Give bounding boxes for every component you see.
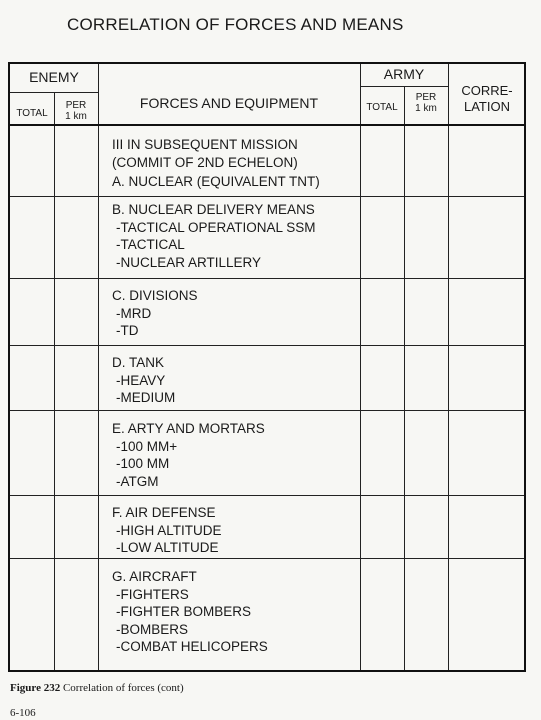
section-aircraft: G. AIRCRAFT -FIGHTERS -FIGHTER BOMBERS -BOMBERS -COMBAT HELICOPERS xyxy=(112,569,268,654)
grid-line xyxy=(54,92,55,670)
section-nuclear-delivery: B. NUCLEAR DELIVERY MEANS -TACTICAL OPERATIONAL SSM -TACTICAL -NUCLEAR ARTILLERY xyxy=(112,202,316,270)
row-divider xyxy=(10,495,524,496)
correlation-header: CORRE- LATION xyxy=(461,83,513,114)
row-divider xyxy=(10,278,524,279)
grid-line xyxy=(360,64,361,670)
figure-label: Figure 232 xyxy=(10,682,61,694)
row-divider xyxy=(10,410,524,411)
section-arty-mortars: E. ARTY AND MORTARS -100 MM+ -100 MM -ATGM xyxy=(112,421,265,489)
section-air-defense: F. AIR DEFENSE -HIGH ALTITUDE -LOW ALTITUDE xyxy=(112,505,222,555)
forces-equipment-header: FORCES AND EQUIPMENT xyxy=(139,95,319,111)
figure-caption xyxy=(10,682,184,694)
enemy-header: ENEMY xyxy=(29,69,79,85)
grid-line xyxy=(10,92,98,93)
grid-line xyxy=(448,64,449,670)
page-number: 6-106 xyxy=(10,707,36,719)
army-per-km-header: PER 1 km xyxy=(415,92,437,114)
grid-line xyxy=(98,64,99,670)
section-divisions: C. DIVISIONS -MRD -TD xyxy=(112,288,198,338)
army-header: ARMY xyxy=(383,66,425,82)
document-title: CORRELATION OF FORCES AND MEANS xyxy=(67,15,404,34)
grid-line xyxy=(360,86,448,87)
row-divider xyxy=(10,558,524,559)
row-divider xyxy=(10,345,524,346)
grid-line xyxy=(404,86,405,670)
figure-caption-text: Correlation of forces (cont) xyxy=(60,682,184,694)
enemy-total-header: TOTAL xyxy=(16,108,48,119)
row-divider xyxy=(10,196,524,197)
section-subsequent-mission: III IN SUBSEQUENT MISSION (COMMIT OF 2ND ECHELON) A. NUCLEAR (EQUIVALENT TNT) xyxy=(112,137,320,189)
enemy-per-km-header: PER 1 km xyxy=(65,100,87,122)
section-tank: D. TANK -HEAVY -MEDIUM xyxy=(112,355,176,405)
correlation-table xyxy=(8,62,526,672)
header-divider xyxy=(10,124,524,126)
army-total-header: TOTAL xyxy=(366,102,398,113)
